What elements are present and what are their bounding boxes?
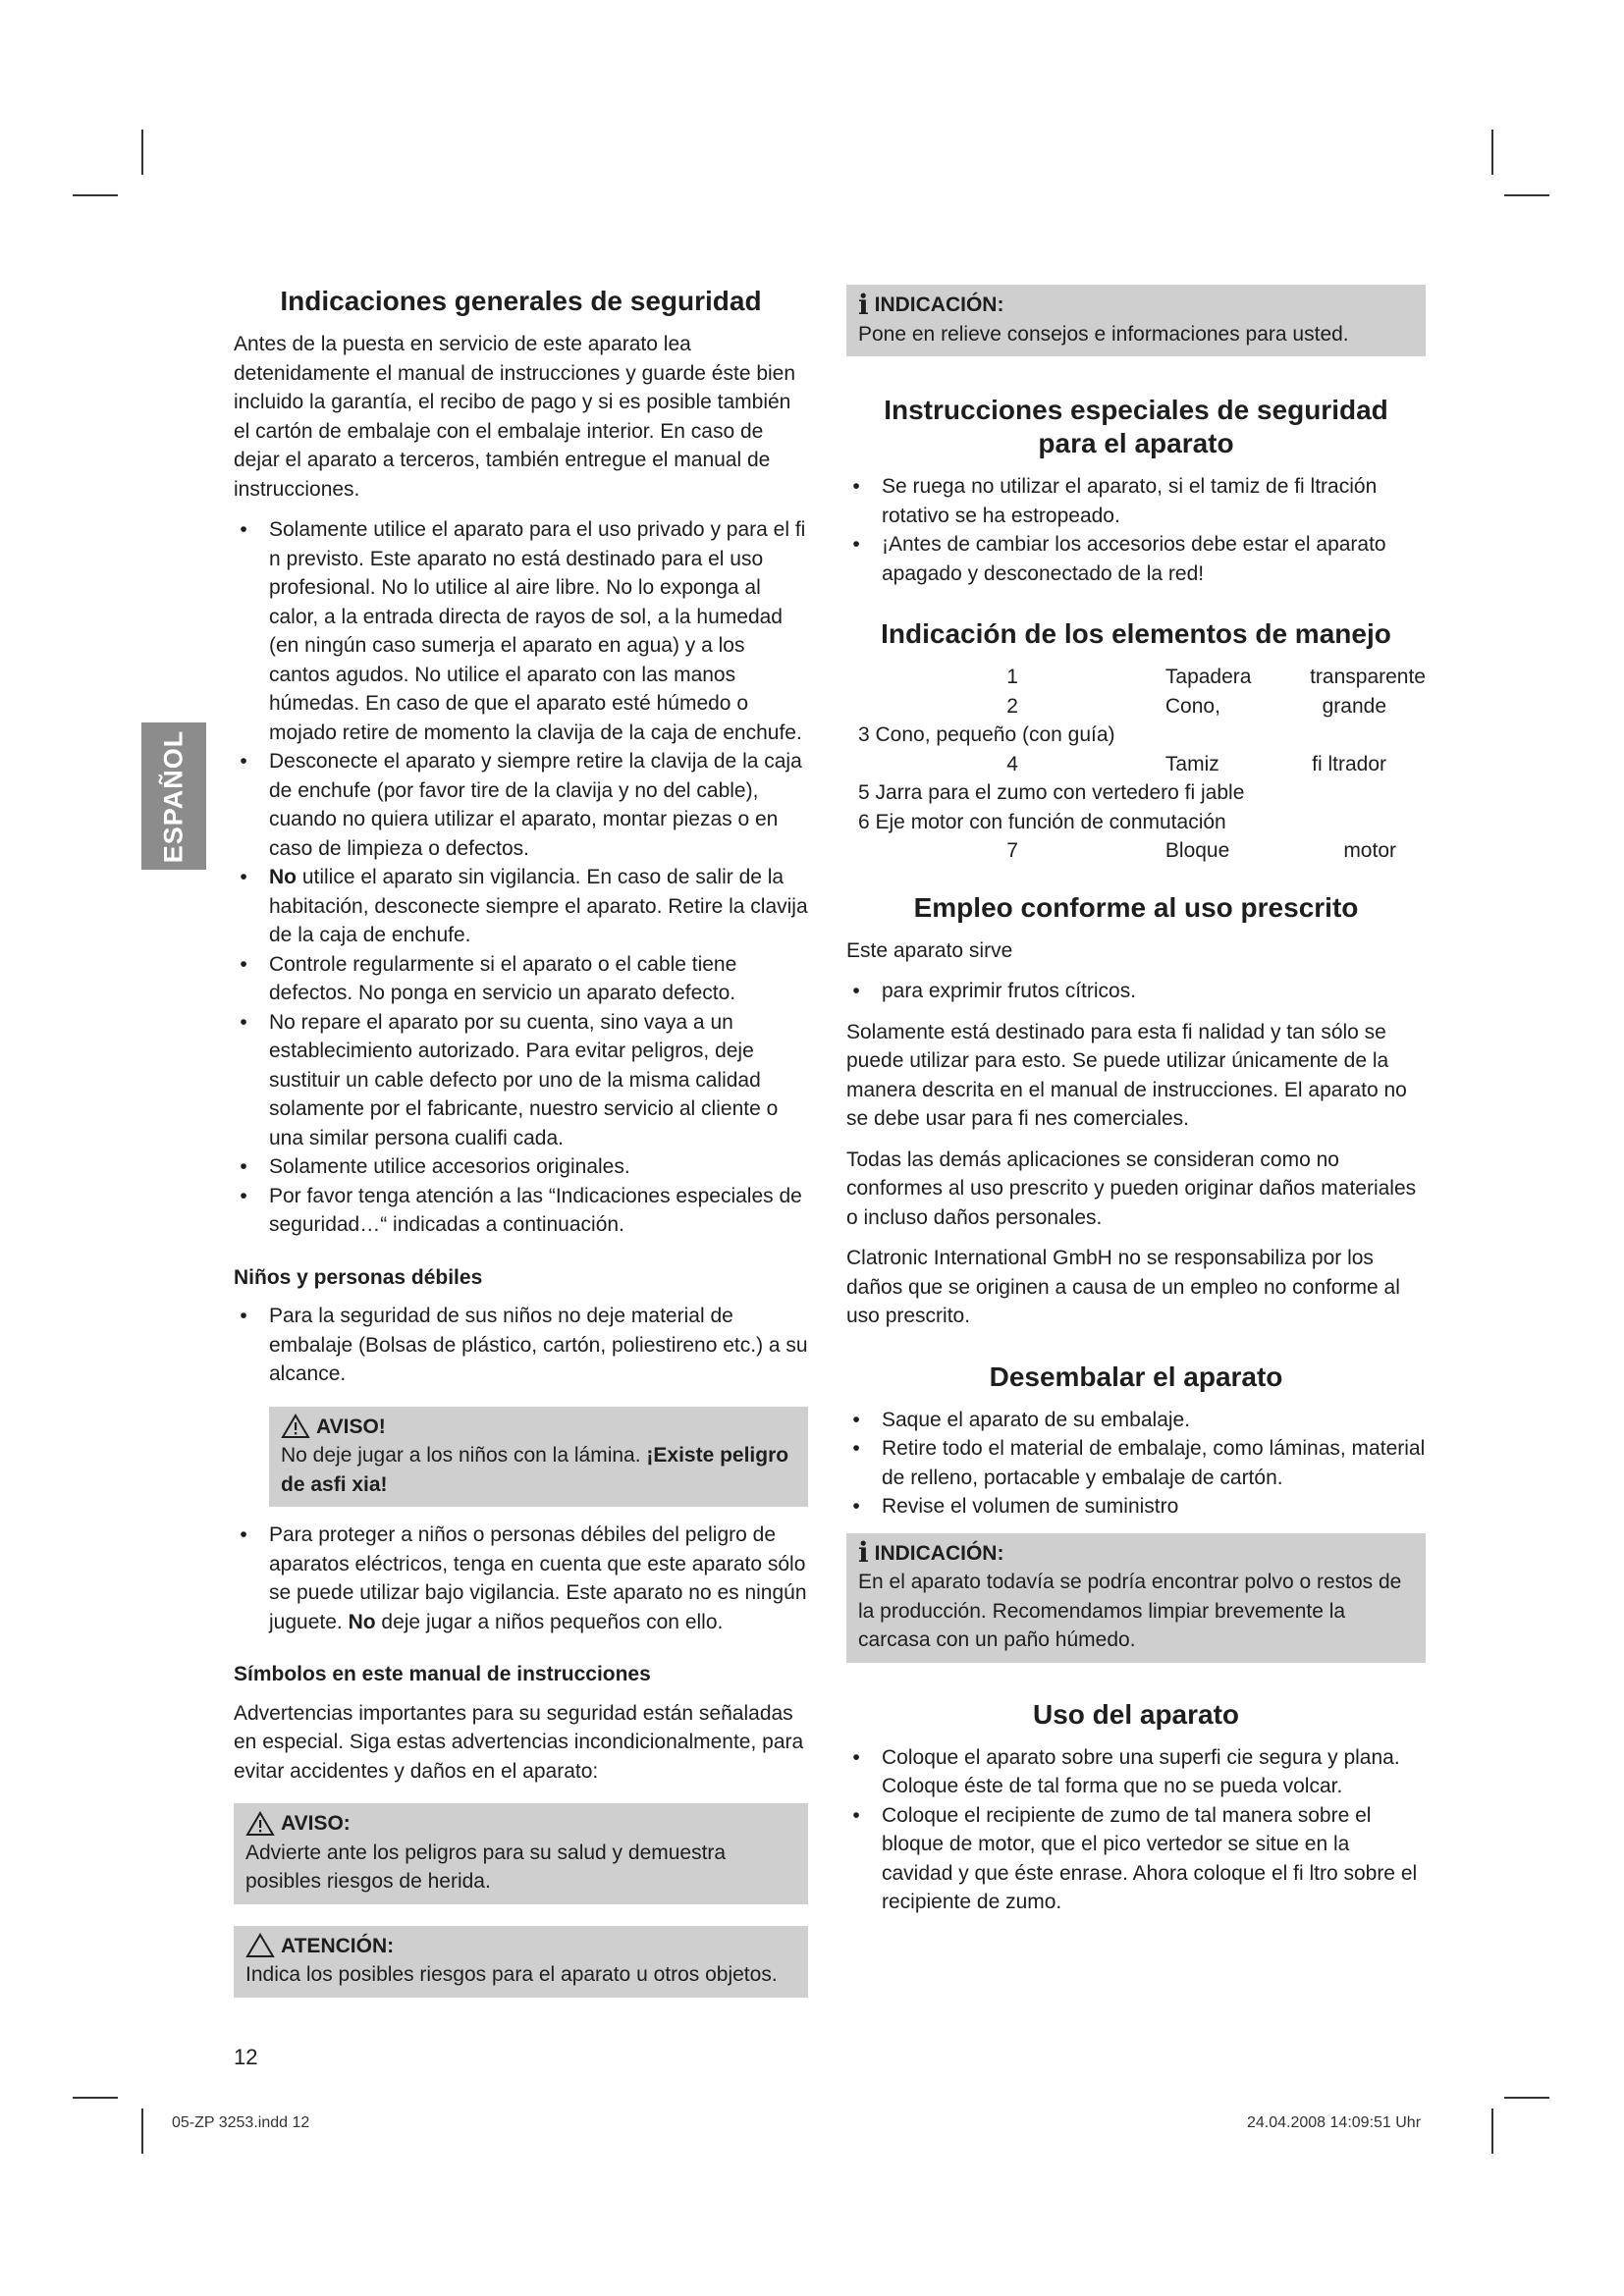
intended-use-list [846,977,1426,1006]
general-safety-intro: Antes de la puesta en servicio de este aparato lea detenidamente el manual de instrucciones y guarde éste bien incluido la garantía, el recibo de pago y si es posible también el cartón de embalaje con el embalaje interior. En caso de dejar el aparato a terceros, también entregue el manual de instrucciones. [234,333,796,501]
control-full: 3 Cono, pequeño (con guía) [858,723,1115,746]
caution-text: Indica los posibles riesgos para el aparato u otros objetos. [245,1963,778,1986]
emphasis-no: No [269,866,297,888]
symbols-heading: Símbolos en este manual de instrucciones [234,1663,651,1685]
list-item: • Por favor tenga atención a las “Indicaciones especiales de seguridad…“ indicadas a continuación. [234,1182,808,1240]
warning-title-text: AVISO! [316,1415,386,1438]
controls-table [846,663,1426,866]
list-item: • Desconecte el aparato y siempre retire la clavija de la caja de enchufe (por favor tire de la clavija y no del cable), cuando no quiera utilizar el aparato, montar piezas o en caso de limpieza o defectos. [234,747,808,863]
symbols-text: Advertencias importantes para su seguridad están señaladas en especial. Siga estas advertencias incondicionalmente, para evitar accidentes y daños en el aparato: [234,1701,804,1783]
control-detail: motor [1343,839,1396,862]
info-icon: i [858,288,869,321]
table-row [846,750,1426,779]
control-number: 7 [1006,839,1018,862]
warning-box-title [245,1809,796,1839]
list-item: • No repare el aparato por su cuenta, sino vaya a un establecimiento autorizado. Para evitar peligros, deje sustituir un cable defecto por uno de la misma calidad solamente por el fabricante, nuestro servicio al cliente o una similar persona cualifi cada. [234,1008,808,1153]
note-text: Pone en relieve consejos e informaciones para usted. [858,322,1349,346]
caution-title-text: ATENCIÓN: [281,1934,395,1957]
list-item: • Retire todo el material de embalaje, como láminas, material de relleno, portacable y embalaje de cartón. [846,1434,1426,1492]
unpacking-list [846,1406,1426,1522]
control-full: 5 Jarra para el zumo con vertedero fi jable [858,781,1245,804]
control-detail: transparente [1310,666,1426,688]
footer-file-info: 05-ZP 3253.indd 12 [172,2114,310,2131]
list-item-text: utilice el aparato sin vigilancia. En caso de salir de la habitación, desconecte siempre el aparato. Retire la clavija de la caja de enchufe. [269,866,808,946]
note-box-title [858,1536,1414,1570]
special-safety-title [846,394,1426,460]
emphasis-no: No [348,1610,376,1633]
warning-box-suffocation [269,1407,808,1508]
intended-use-paragraph: Solamente está destinado para esta fi nalidad y tan sólo se puede utilizar para esto. Se puede utilizar únicamente de la manera descrita en el manual de instrucciones. El aparato no se debe usar para fi nes comerciales. [846,1020,1407,1130]
special-safety-title-line1: Instrucciones especiales de seguridad [884,395,1388,425]
crop-mark-top-left-horizontal [73,194,118,196]
special-safety-title-line2: para el aparato [1038,428,1234,458]
list-item-text: Para proteger a niños o personas débiles del peligro de aparatos eléctricos, tenga en cuenta que este aparato sólo se puede utilizar bajo vigilancia. Este aparato no es ningún juguete. [269,1523,807,1633]
crop-mark-top-left-vertical [141,130,143,175]
usage-title: Uso del aparato [1032,1698,1240,1730]
list-item: • Para la seguridad de sus niños no deje material de embalaje (Bolsas de plástico, cartón, poliestireno etc.) a su alcance. [234,1302,808,1389]
warning-text-plain: No deje jugar a los niños con la lámina. [281,1444,647,1467]
intended-use-paragraph: Clatronic International GmbH no se responsabiliza por los daños que se originen a causa de un empleo no conforme al uso prescrito. [846,1247,1400,1327]
control-name: Tamiz [1164,752,1219,775]
list-item: • Controle regularmente si el aparato o el cable tiene defectos. No ponga en servicio un aparato defecto. [234,950,808,1008]
list-item: • Coloque el recipiente de zumo de tal manera sobre el bloque de motor, que el pico vertedor se situe en la cavidad y que éste enrase. Ahora coloque el fi ltro sobre el recipiente de zumo. [846,1801,1426,1917]
control-number: 4 [1006,752,1018,775]
control-name: Cono, [1164,694,1220,718]
control-number: 1 [1006,666,1018,688]
warning-triangle-icon [245,1811,275,1837]
kids-list [234,1302,808,1389]
language-label: ESPAÑOL [158,729,189,863]
control-detail: grande [1322,694,1386,718]
warning-text-bold: ¡Existe peligro de asfi xia! [281,1444,789,1496]
list-item [234,863,808,950]
usage-list [846,1743,1426,1917]
special-safety-list [846,472,1426,588]
list-item: • Revise el volumen de suministro [846,1492,1426,1522]
controls-title: Indicación de los elementos de manejo [881,618,1391,649]
table-row [846,808,1426,837]
general-safety-list [234,515,808,1240]
intended-use-intro: Este aparato sirve [846,938,1013,962]
list-item-text: deje jugar a niños pequeños con ello. [375,1610,724,1633]
note-title-text: INDICACIÓN: [874,1541,1004,1565]
warning-text: Advierte ante los peligros para su salud y demuestra posibles riesgos de herida. [245,1841,727,1893]
caution-box-atencion [234,1926,808,1998]
control-name: Tapadera [1164,666,1252,688]
caution-box-title [245,1932,796,1961]
crop-mark-bottom-right-horizontal [1504,2097,1549,2099]
footer-timestamp: 24.04.2008 14:09:51 Uhr [1247,2114,1422,2131]
list-item: • Solamente utilice accesorios originales. [234,1152,808,1182]
crop-mark-bottom-right-vertical [1491,2109,1493,2154]
warning-box-aviso [234,1803,808,1904]
table-row [846,721,1426,750]
warning-triangle-icon [281,1414,310,1439]
table-row [846,778,1426,808]
intended-use-paragraph: Todas las demás aplicaciones se consideran como no conformes al uso prescrito y pueden originar daños materiales o incluso daños personales. [846,1148,1417,1229]
note-text: En el aparato todavía se podría encontrar polvo o restos de la producción. Recomendamos limpiar brevemente la carcasa con un paño húmedo. [858,1571,1402,1651]
warning-text [281,1441,796,1499]
kids-heading: Niños y personas débiles [234,1265,483,1289]
intended-use-title: Empleo conforme al uso prescrito [913,891,1359,923]
warning-box-title [281,1413,796,1442]
table-row [846,663,1426,692]
crop-mark-top-right-vertical [1491,130,1493,175]
list-item: • ¡Antes de cambiar los accesorios debe estar el aparato apagado y desconectado de la red! [846,530,1426,588]
note-box-indicacion-2 [846,1533,1426,1663]
caution-triangle-icon [245,1933,275,1958]
left-column [234,285,808,2011]
list-item: • Solamente utilice el aparato para el uso privado y para el fi n previsto. Este aparato no está destinado para el uso profesional. No lo utilice al aire libre. No lo exponga al calor, a la entrada directa de rayos de sol, a la humedad (en ningún caso sumerja el aparato en agua) y a los cantos agudos. No utilice el aparato con las manos húmedas. En caso de que el aparato esté húmedo o mojado retire de momento la clavija de la caja de enchufe. [234,515,808,747]
list-item: • para exprimir frutos cítricos. [846,977,1426,1006]
kids-list-2 [234,1521,808,1636]
table-row [846,836,1426,866]
control-name: Bloque [1164,839,1230,862]
general-safety-title: Indicaciones generales de seguridad [280,286,762,316]
note-title-text: INDICACIÓN: [874,294,1004,316]
warning-title-text: AVISO: [281,1812,351,1835]
list-item: • Saque el aparato de su embalaje. [846,1406,1426,1435]
unpacking-title: Desembalar el aparato [989,1361,1283,1392]
info-icon: i [858,1536,869,1570]
crop-mark-top-right-horizontal [1504,194,1549,196]
control-number: 2 [1006,694,1018,718]
list-item [234,1521,808,1636]
crop-mark-bottom-left-horizontal [73,2097,118,2099]
page-number: 12 [234,2045,258,2069]
table-row [846,692,1426,721]
control-detail: fi ltrador [1312,752,1386,775]
note-box-indicacion [846,285,1426,356]
crop-mark-bottom-left-vertical [141,2109,143,2154]
list-item: • Coloque el aparato sobre una superfi cie segura y plana. Coloque éste de tal forma que no se pueda volcar. [846,1743,1426,1801]
list-item: • Se ruega no utilizar el aparato, si el tamiz de fi ltración rotativo se ha estropeado. [846,472,1426,530]
language-side-tab [141,722,206,870]
note-box-title [858,288,1414,321]
right-column [846,285,1426,1929]
control-full: 6 Eje motor con función de conmutación [858,810,1226,833]
